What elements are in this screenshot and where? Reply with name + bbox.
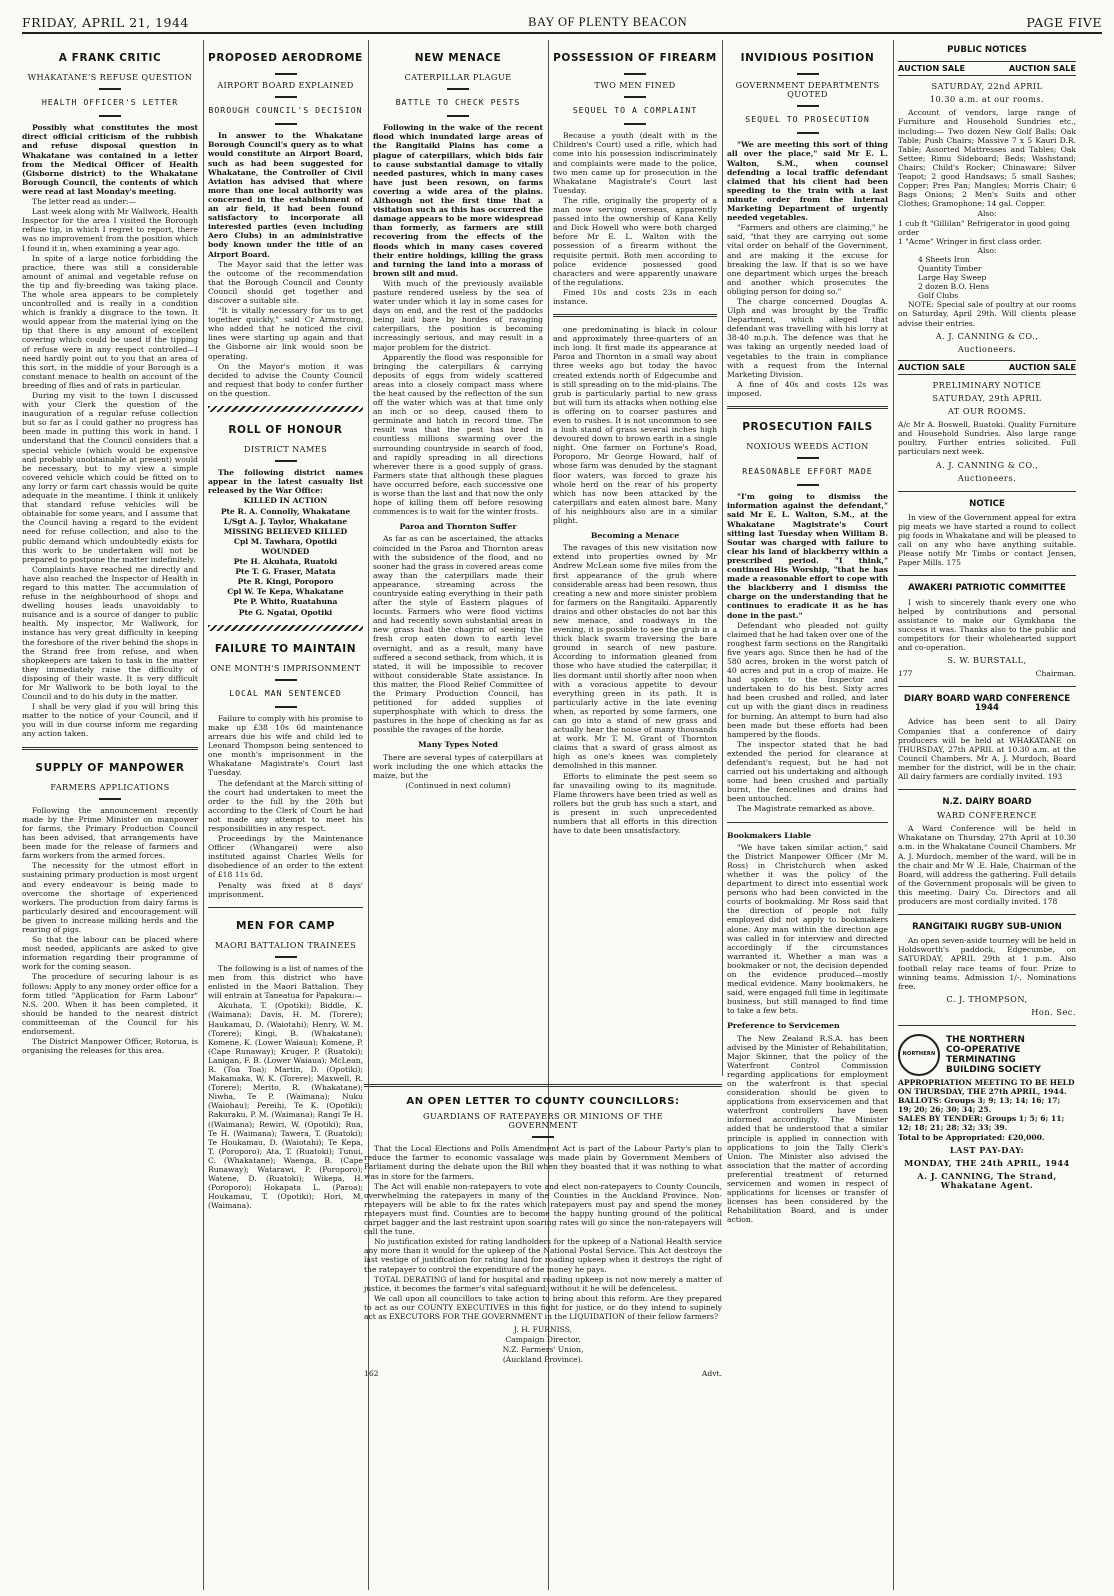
section-subhead: Paroa and Thornton Suffer (399, 522, 517, 532)
paragraph: The following district names appear in the latest casualty list released by the War Office: (208, 468, 363, 496)
casualty-name: Pte R. A. Connolly, Whakatane (220, 506, 351, 516)
paragraph: The Mayor said that the letter was the outcome of the recommendation that the Borough Council and County Council should get together and discover a suitable site. (208, 259, 363, 305)
article-subhead: WHAKATANE'S REFUSE QUESTION (27, 72, 193, 83)
article-headline: MEN FOR CAMP (235, 919, 336, 932)
article-subhead: CATERPILLAR PLAGUE (404, 72, 512, 83)
open-letter: AN OPEN LETTER TO COUNTY COUNCILLORS: GUARDIANS OF RATEPAYERS OR MINIONS OF THE GOVERNMENT That the Local Elections and Polls Amendment Act is part of the Labour Party's plan to reduce the farmer to economic vassalage was made plain by Government Members of Parliament during the debate upon the Bill when they boasted that it was nothing to what was in store for the farmers. The Act will enable non-ratepayers to vote and elect non-ratepayers to County Councils, overwhelming the ratepayers in many of the Counties in the Auckland Province. Non-ratepayers will be able to fix the rates which ratepayers must pay and spend the money ratepayers must find. Counties are to become the happy hunting ground of the political carpet bagger and the last restraint upon soaring rates will go since the non-ratepayers will call the tune. No justification existed for rating landholders for the upkeep of a National Health service any more than it would for the upkeep of the National Postal Service. This Act destroys the last vestige of justification for rating land for roading upkeep when it destroys the right of the ratepayer to control the expenditure of the money he pays. TOTAL DERATING of land for hospital and roading upkeep is not now merely a matter of justice, it becomes the farmer's vital safeguard; without it he will be defenceless. We call upon all councillors to take action to bring about this reform. Are they prepared to act as our COUNTY EXECUTIVES in this fight for justice, or do they intend to supinely act as EXECUTORS FOR THE GOVERNMENT in the LIQUIDATION of their fellow farmers? J. H. FURNISS, Campaign Director, N.Z. Farmers' Union, (Auckland Province). 162 Advt. (364, 1084, 722, 1378)
ad-signature: A. J. CANNING, The Strand, Whakatane Agent. (917, 1170, 1057, 1190)
paragraph: one predominating is black in colour and approximately three-quarters of an inch long. It first made its appearance at Paroa and Thornton in a small way about three weeks ago but today the havoc created extends north of Edgecumbe and is still spreading on to the mid-plains. The grub is particularly partial to new grass but will turn its attacks when nothing else is offering on to coarser pastures and even to rushes. It is not uncommon to see a lush stand of grass several inches high devoured down to brown earth in a single night. One farmer on Fortune's Road, Poroporo, Mr George Howard, half of whose farm was denuded by the stagnant floor waters, was forced to graze his whole herd on the rear of his property which has now been attacked by the caterpillars and eaten almost bare. Many of his neighbours also are in a similar plight. (553, 325, 717, 526)
paragraph: The Magistrate remarked as above. (737, 804, 875, 814)
paragraph: TOTAL DERATING of land for hospital and roading upkeep is not now merely a matter of justice, it becomes the farmer's vital safeguard; without it he will be defenceless. (364, 1274, 722, 1293)
ad-line: 1 cub ft "Gillilan" Refrigerator in good going order (898, 218, 1070, 237)
article-headline: POSSESSION OF FIREARM (553, 52, 717, 64)
notice-heading: N.Z. DAIRY BOARD (942, 797, 1032, 808)
column-5 (727, 40, 888, 1592)
paragraph: Proceedings by the Maintenance Officer (Whangarei) were also instituted against Charles Wells for disobedience of an order to the extent of £18 11s 6d. (208, 834, 363, 880)
article-subhead: BOROUGH COUNCIL'S DECISION (208, 105, 363, 116)
paragraph: We call upon all councillors to take action to bring about this reform. Are they prepared to act as our COUNTY EXECUTIVES in this fight for justice, or do they intend to supinely act as EXECUTORS FOR THE GOVERNMENT in the LIQUIDATION of their fellow farmers? (364, 1293, 722, 1321)
casualty-name: Pte P. Whito, Ruatahuna (233, 597, 338, 607)
column-4 (553, 40, 717, 1080)
ad-body: I wish to sincerely thank every one who helped by contributions and personal assistance to make our Gymkhana the success it was. Thanks also to the public and competitors for their wholehearted support and co-operation. (898, 597, 1076, 652)
section-subhead: Preference to Servicemen (727, 1021, 840, 1031)
paragraph: The District Manpower Officer, Rotorua, is organising the releases for this area. (22, 1037, 198, 1056)
column-rule (893, 40, 894, 1590)
casualty-heading: MISSING BELIEVED KILLED (223, 526, 348, 536)
paragraph: Apparently the flood was responsible for bringing the caterpillars & carrying deposits of eggs from widely scattered areas into a closely compact mass where the heat caused by the reflection of the sun off the water which was at that time only an inch or so deep, caused them to germinate and hatch in record time. The result was that the pest has bred in countless millions swarming over the surrounding countryside in search of food, and rapidly spreading in all directions wherever there is a good supply of grass. Farmers state that although these plagues have occurred before, each successive one is worse than the last and that now the only hope of killing them off before resowing commences is to wait for the winter frosts. (373, 352, 543, 517)
paragraph: "We have taken similar action," said the District Manpower Officer (Mr M. Ross) in Christchurch when asked whether it was the policy of the department to direct into essential work persons who had been convicted in the courts of bookmaking. Mr Ross said that the direction of people not fully employed did not apply to bookmakers alone. Any man within the direction age was called in for interview and directed accordingly if the circumstances warranted it. Whether a man was a bookmaker or not, the decision depended on the evidence produced—mostly medical evidence. Many bookmakers, he said, were engaged full time in legitimate business, but still managed to find time to take a few bets. (727, 842, 888, 1016)
building-society-ad: NORTHERN THE NORTHERN CO-OPERATIVE TERMINATING BUILDING SOCIETY (898, 1034, 1076, 1076)
ad-body: An open seven-aside tourney will be held in Holdsworth's paddock, Edgecumbe, on SATURDAY, APRIL 29th at 1 p.m. Also football relay race teams of four. Prize to winning teams. Admission 1/-. Nominations free. (898, 936, 1076, 991)
section-subhead: Many Types Noted (418, 740, 498, 750)
column-3 (373, 40, 543, 1080)
casualty-name: Pte G. Ngatai, Opotiki (238, 607, 333, 617)
article-headline: AN OPEN LETTER TO COUNTY COUNCILLORS: (406, 1096, 680, 1107)
casualty-name: Cpl W. Te Kepa, Whakatane (227, 587, 344, 597)
article-subhead: LOCAL MAN SENTENCED (229, 687, 342, 698)
paragraph: No justification existed for rating landholders for the upkeep of a National Health service any more than it would for the upkeep of the National Postal Service. This Act destroys the last vestige of justification for rating land for roading upkeep when it destroys the right of the ratepayer to control the expenditure of the money he pays. (364, 1237, 722, 1274)
article-subhead: NOXIOUS WEEDS ACTION (746, 441, 869, 452)
continued-note: (Continued in next column) (405, 780, 511, 790)
paragraph: With much of the previously available pasture rendered useless by the sea of water under which it lay in some cases for days on end, and the rest of the paddocks being laid bare by hordes of ravaging caterpillars, the position is becoming increasingly serious, and may result in a major problem for the district. (373, 278, 543, 352)
masthead-paper: BAY OF PLENTY BEACON (528, 15, 688, 29)
article-subhead: SEQUEL TO PROSECUTION (745, 114, 870, 125)
article-lead: Following in the wake of the recent flood which inundated large areas of the Rangitaiki Plains has come a plague of caterpillars, which bids fair to cause substantial damage to vitally needed pastures, which in many cases have just been resown, on farms covering a wide area of the plains. Although not the first time that a visitation such as this has occurred the damage appears to be more widespread than formerly, as farmers are still recovering from the effects of the floods which in many cases covered their entire holdings, killing the grass and turning the land into a morass of brown silt and mud. (373, 123, 543, 278)
section-subhead: Bookmakers Liable (727, 830, 812, 840)
paragraph: During my visit to the town I discussed with your Clerk the question of the inauguration of a regular refuse collection but so far as I could gather no progress has been made in putting this work in hand. I understand that the Council considers that a special vehicle (which would be expensive and probably unobtainable at present) would be necessary, but to my view a simple covered vehicle which could be fitted on to any lorry or farm cart chassis would be quite adequate in the meantime. I think it unlikely that standard refuse vehicles will be obtainable for some years, and I assume that the Council having a regard to the evident need for refuse collection, and also to the public demand which undoubtedly exists for this work to be undertaken will not be prepared to postpone the matter indefinitely. (22, 391, 198, 564)
paragraph: The inspector stated that he had extended the period for clearance at defendant's request, but he had not carried out his undertaking and although some had been crushed and partially burnt, the fencelines and drains had been untouched. (727, 739, 888, 804)
ad-body: Account of vendors, large range of Furniture and Household Sundries etc., including:— Two dozen New Golf Balls; Oak Table; Push Chairs; Massive 7 x 5 Kauri D.R. Table; Assorted Mattresses and Tables; Oak Settee; Rimu Sideboard; Beds; Washstand; Chairs; Child's Rocker; Chinaware; Silver Teapot; 2 good Handsaws; 5 small Sashes; Copper; Pres Pan; Mangles; Morris Chair; 6 Bags Onions; 2 Men's Suits and other Clothes; Gramophone; 14 gal. Copper. (898, 108, 1076, 209)
ad-note: NOTE: Special sale of poultry at our rooms on Saturday, April 29th. Will clients please advise their entries. (898, 300, 1076, 328)
paragraph: Defendant who pleaded not guilty claimed that he had taken over one of the roughest farm sections on the Rangitaiki five years ago. Since then he had of the 580 acres, broken in the worst patch of 40 acres and put in a crop of maize. He had spoken to the Inspector and undertaken to do his best. Sixty acres had been crushed and rolled, and later cut up with the giant discs in readiness for burning. An attempt to burn had also been made but these efforts had been hampered by the floods. (727, 620, 888, 739)
paragraph: Following the announcement recently made by the Prime Minister on manpower for farms, the Primary Production Council has been advised, that arrangements have been made for the release of farmers and farm workers from the armed forces. (22, 805, 198, 861)
masthead-page: PAGE FIVE (1026, 15, 1102, 30)
article-headline: PROSECUTION FAILS (742, 421, 873, 433)
ad-signature: S. W. BURSTALL, (947, 655, 1027, 666)
paragraph: So that the labour can be placed where most needed, applicants are asked to give information regarding their programme of work for the coming season. (22, 935, 198, 972)
ad-body: A Ward Conference will be held in Whakatane on Thursday, 27th April at 10.30 a.m. in the Whakatane Council Chambers. Mr A. J. Murdoch, member of the ward, will be in the chair and Mr W .E. Hale, Chairman of the Board, will address the gathering. Full details of the Government proposals will be given to this meeting. Dairy Co. Directors and all producers are most cordially invited. 178 (898, 824, 1076, 907)
ad-date: SATURDAY, 29th APRIL (932, 393, 1042, 403)
column-rule (722, 40, 723, 1076)
masthead-date: FRIDAY, APRIL 21, 1944 (22, 15, 189, 30)
auction-banner: AUCTION SALE AUCTION SALE (898, 360, 1076, 375)
casualty-name: Pte R. Kingi, Poroporo (237, 577, 334, 587)
article-subhead: SEQUEL TO A COMPLAINT (572, 105, 698, 116)
article-subhead: GUARDIANS OF RATEPAYERS OR MINIONS OF THE GOVERNMENT (422, 1111, 664, 1131)
notice-heading: RANGITAIKI RUGBY SUB-UNION (912, 922, 1062, 933)
section-subhead: Becoming a Menace (590, 531, 680, 541)
paragraph: "Farmers and others are claiming," he said, "that they are carrying out some vital order on behalf of the Government, and are making it the excuse for breaking the law. If that is so we have one department which urges the breach and another which prosecutes the obliging person for doing so." (727, 223, 888, 296)
article-headline: ROLL OF HONOUR (228, 424, 343, 436)
article-subhead: AIRPORT BOARD EXPLAINED (217, 80, 354, 91)
article-subhead: HEALTH OFFICER'S LETTER (41, 97, 179, 108)
paragraph: The defendant at the March sitting of the court had undertaken to meet the order to the full by the 20th but according to the Clerk of Court he had not made any attempt to meet his responsibilities in any respect. (208, 778, 363, 833)
article-headline: PROPOSED AERODROME (208, 52, 363, 64)
column-1 (22, 40, 198, 1592)
notice-heading: DIARY BOARD WARD CONFERENCE 1944 (903, 694, 1071, 714)
ad-signature: A. J. CANNING & CO., (935, 330, 1039, 341)
masthead (22, 8, 1102, 34)
article-subhead: BATTLE TO CHECK PESTS (395, 97, 521, 108)
article-subhead: TWO MEN FINED (594, 80, 676, 91)
paragraph: I shall be very glad if you will bring this matter to the notice of your Council, and if you will in due course inform me regarding any action taken. (22, 702, 198, 739)
article-lead: Because a youth (dealt with in the Children's Court) used a rifle, which had come into his possession indiscriminately and complaints were made to the police, two men came up for prosecution in the Whakatane Magistrate's Court last Tuesday. (553, 131, 717, 195)
paragraph: The Act will enable non-ratepayers to vote and elect non-ratepayers to County Councils, overwhelming the ratepayers in many of the Counties in the Auckland Province. Non-ratepayers will be able to fix the rates which ratepayers must pay and spend the money ratepayers must find. Counties are to become the happy hunting ground of the political carpet bagger and the last restraint upon soaring rates will go since the non-ratepayers will call the tune. (364, 1181, 722, 1237)
article-subhead: DISTRICT NAMES (243, 444, 328, 455)
ad-date: SATURDAY, 22nd APRIL (931, 81, 1043, 92)
ad-body: Advice has been sent to all Dairy Companies that a conference of dairy producers will be held at WHAKATANE on THURSDAY, 27th APRIL at 10.30 a.m. at the Council Chambers. Mr A. J. Murdoch, Board member for the district, will be in the chair. All dairy farmers are cordially invited. 193 (898, 717, 1076, 781)
ad-signature: C. J. THOMPSON, (946, 993, 1028, 1004)
paragraph: The New Zealand R.S.A. has been advised by the Minister of Rehabilitation, Major Skinner, that the policy of the Waterfront Control Commission regarding applications for employment on the waterfront is that special consideration should be given to applications from exservicemen and that waterfront controllers have been informed accordingly. The Minister added that he understood that a similar principle is applied in connection with applications to join the Tally Clerk's Union. The Minister also advised the association that the matter of according preferential treatment of returned servicemen and women in respect of applications for licenses or transfer of licenses has been considered by the Rehabilitation Board, and is under action. (727, 1033, 888, 1225)
auction-banner: AUCTION SALE AUCTION SALE (898, 61, 1076, 76)
casualty-name: Pte T. G. Fraser, Matata (235, 567, 336, 577)
paragraph: The necessity for the utmost effort in sustaining primary production is most urgent and every endeavour is being made to overcome the shortage of experienced workers. The production from dairy farms is particularly desired and encouragement will be given to increase milking herds and the rearing of pigs. (22, 861, 198, 934)
ad-body: A/c Mr A. Boswell, Ruatoki. Quality Furniture and Household Sundries. Also large range poultry. Further entries solicited. Full particulars next week. (898, 420, 1076, 457)
article-subhead: GOVERNMENT DEPARTMENTS QUOTED (735, 80, 880, 100)
notices-heading: PUBLIC NOTICES (947, 45, 1027, 55)
paragraph: The charge concerned Douglas A. Ulph and was brought by the Traffic Department, which alleged that defendant was travelling with his lorry at 38-40 m.p.h. The defence was that he was taking an urgently needed load of vegetables to the train in compliance with a request from the Internal Marketing Division. (727, 296, 888, 379)
paragraph: There are several types of caterpillars at work including the one which attacks the maize, but the (373, 752, 543, 780)
casualty-name: Cpl M. Tawhara, Opotiki (233, 536, 338, 546)
article-subhead: REASONABLE EFFORT MADE (742, 466, 873, 477)
paragraph: As far as can be ascertained, the attacks coincided in the Paroa and Thornton areas with the subsidence of the flood, and no sooner had the grass in covered areas come away than the caterpillars made their appearance, streaming across the countryside eating everything in their path after the style of Eastern plagues of locusts. Farmers who were flood victims and had recently sown substantial areas in new grass had the chagrin of seeing the fresh crop eaten down to earth level overnight, and as a result, many have suffered a second setback, from which, it is stated, it will be impossible to recover without considerable State assistance. In this matter, the Flood Relief Committee of the Primary Production Council, has petitioned for added supplies of superphosphate with which to dress the pastures in the hope of checking as far as possible the ravages of the horde. (373, 534, 543, 735)
article-lead: "I'm going to dismiss the information against the defendant," said Mr E. L. Walton, S.M., at the Whakatane Magistrate's Court sitting last Tuesday when William B. Soutar was charged with failure to clear his land of blackberry within a prescribed period. "I think," continued His Worship, "that he has made a reasonable effort to cope with the blackberry and I dismiss the charge on the understanding that he continues to eradicate it as he has done in the past." (727, 492, 888, 620)
paragraph: Efforts to eliminate the pest seem so far unavailing owing to its magnitude. Flame throwers have been tried as well as rollers but the grub has such a start, and is present in such unprecedented numbers that all efforts in this direction have to date been unsatisfactory. (553, 771, 717, 836)
paragraph: The rifle, originally the property of a man now serving overseas, apparently passed into the ownership of Kana Kelly and Dick Howell who were both charged before Mr E. L. Walton with the possession of a firearm without the requisite permit. Both men according to police evidence possessed good characters and were apparently unaware of the regulations. (553, 195, 717, 287)
article-lead: In answer to the Whakatane Borough Council's query as to what would constitute an Airport Board, such as had been suggested for Whakatane, the Controller of Civil Aviation has advised that where more than one local authority was concerned in the establishment of an air field, it had been found satisfactory to incorporate all interested parties (even including Aero Clubs) in an administrative body known under the title of an Airport Board. (208, 131, 363, 259)
casualty-heading: KILLED IN ACTION (243, 496, 328, 506)
paragraph: "It is vitally necessary for us to get together quickly," said Cr Armstrong, who added that he noticed the civil lines were starting up again and that the Gisborne air link would soon be operating. (208, 306, 363, 361)
article-headline: SUPPLY OF MANPOWER (35, 761, 185, 774)
casualty-name: Pte H. Akuhata, Ruatoki (233, 557, 338, 567)
article-lead: Possibly what constitutes the most direct official criticism of the rubbish and refuse disposal question in Whakatane was contained in a letter from the Medical Officer of Health (Gisborne district) to the Whakatane Borough Council, the contents of which were read at last Monday's meeting. (22, 123, 198, 196)
article-subhead: FARMERS APPLICATIONS (50, 781, 170, 792)
paragraph: Complaints have reached me directly and have also reached the Inspector of Health in regard to this matter. The accumulation of refuse in the neighbourhood of shops and dwelling houses leads unavoidably to nuisance and is a source of danger to public health. My inspector, Mr Wallwork, for instance has very great difficulty in keeping the foreshore of the river behind the shops in the Strand free from refuse, and when shopkeepers are taken to task in the matter they immediately raise the difficulty of disposing of their waste. It is very difficult for Mr Wallwork to be both loyal to the Council and to do his duty in the matter. (22, 564, 198, 702)
ad-signature: A. J. CANNING & CO., (935, 459, 1039, 470)
article-headline: NEW MENACE (414, 52, 502, 64)
letter-signature: J. H. FURNISS, Campaign Director, N.Z. Farmers' Union, (Auckland Province). (502, 1325, 584, 1365)
notice-heading: NOTICE (969, 498, 1005, 509)
article-subhead: ONE MONTH'S IMPRISONMENT (210, 662, 361, 673)
article-headline: FAILURE TO MAINTAIN (214, 642, 357, 655)
paragraph: Last week along with Mr Wallwork, Health Inspector for the area I visited the Borough refuse tip, in which I regret to report, there was no improvement from the position which I found it in, when examining a year ago. (22, 207, 198, 253)
column-2 (208, 40, 363, 1592)
paragraph: Fined 10s and costs 23s in each instance. (553, 287, 717, 306)
casualty-heading: WOUNDED (261, 546, 310, 556)
article-headline: INVIDIOUS POSITION (740, 52, 875, 64)
paragraph: In spite of a large notice forbidding the practice, there was still a considerable amount of animal and vegetable refuse on the tip and fly-breeding was taking place. The whole area appears to be completely uncontrolled and is really in a condition which is frankly a disgrace to the town. It would appear from the material lying on the tip that there is any amount of excellent covering which could be used if the tipping of refuse were in any respect controlled—I need hardly point out to you that an area of this sort, in the middle of your Borough is a constant menace to health on account of the breeding of flies and of rats in particular. (22, 253, 198, 390)
notice-heading: AWAKERI PATRIOTIC COMMITTEE (908, 583, 1066, 594)
paragraph: Penalty was fixed at 8 days' imprisonment. (208, 880, 363, 899)
society-seal: NORTHERN (898, 1034, 940, 1076)
ad-body: In view of the Government appeal for extra pig meats we have started a round to collect pig foods in Whakatane and will be pleased to call on any who have anything suitable. Please notify Mr Timbs or contact Jensen, Paper Mills. 175 (898, 512, 1076, 568)
article-subhead: MAORI BATTALION TRAINEES (214, 939, 357, 950)
public-notices-column: PUBLIC NOTICES AUCTION SALE AUCTION SALE SATURDAY, 22nd APRIL 10.30 a.m. at our rooms. Account of vendors, large range of Furniture and Household Sundries etc., including:— Two dozen New Golf Balls; Oak Table; Push Chairs; Massive 7 x 5 Kauri D.R. Table; Assorted Mattresses and Tables; Oak Settee; Rimu Sideboard; Beds; Washstand; Chairs; Child's Rocker; Chinaware; Silver Teapot; 2 good Handsaws; 5 small Sashes; Copper; Pres Pan; Mangles; Morris Chair; 6 Bags Onions; 2 Men's Suits and other Clothes; Gramophone; 14 gal. Copper. Also: 1 cub ft "Gillilan" Refrigerator in good going order 1 "Acme" Wringer in first class order. Also: 4 Sheets Iron Quantity Timber Large Hay Sweep 2 dozen B.O. Hens Golf Clubs NOTE: Special sale of poultry at our rooms on Saturday, April 29th. Will clients please advise their entries. A. J. CANNING & CO., Auctioneers. AUCTION SALE AUCTION SALE PRELIMINARY NOTICE SATURDAY, 29th APRIL AT OUR ROOMS. A/c Mr A. Boswell, Ruatoki. Quality Furniture and Household Sundries. Also large range poultry. Further entries solicited. Full particulars next week. A. J. CANNING & CO., Auctioneers. NOTICE In view of the Government appeal for extra pig meats we have started a round to collect pig foods in Whakatane and will be pleased to call on any who have anything suitable. Please notify Mr Timbs or contact Jensen, Paper Mills. 175 AWAKERI PATRIOTIC COMMITTEE I wish to sincerely thank every one who helped by contributions and personal assistance to make our Gymkhana the success it was. Thanks also to the public and competitors for their wholehearted support and co-operation. S. W. BURSTALL, 177 Chairman. DIARY BOARD WARD CONFERENCE 1944 Advice has been sent to all Dairy Companies that a conference of dairy producers will be held at WHAKATANE on THURSDAY, 27th APRIL at 10.30 a.m. at the Council Chambers. Mr A. J. Murdoch, Board member for the district, will be in the chair. All dairy farmers are cordially invited. 193 N.Z. DAIRY BOARD WARD CONFERENCE A Ward Conference will be held in Whakatane on Thursday, 27th April at 10.30 a.m. in the Whakatane Council Chambers. Mr A. J. Murdoch, member of the ward, will be in the chair and Mr W .E. Hale, Chairman of the Board, will address the gathering. Full details of the Government proposals will be given to this meeting. Dairy Co. Directors and all producers are most cordially invited. 178 RANGITAIKI RUGBY SUB-UNION An open seven-aside tourney will be held in Holdsworth's paddock, Edgecumbe, on SATURDAY, APRIL 29th at 1 p.m. Also football relay race teams of four. Prize to winning teams. Admission 1/-. Nominations free. C. J. THOMPSON, Hon. Sec. NORTHERN THE NORTHERN CO-OPERATIVE TERMINATING BUILDING SOCIETY APPROPRIATION MEETING TO BE HELD ON THURSDAY, THE 27th APRIL, 1944. BALLOTS: Groups 3; 9; 13; 14; 16; 17; 19; 20; 26; 30; 34; 25. SALES BY TENDER: Groups 1; 5; 6; 11; 12; 18; 21; 28; 32; 33; 39. Total to be Appropriated: £20,000. LAST PAY-DAY: MONDAY, THE 24th APRIL, 1944 A. J. CANNING, The Strand, Whakatane Agent. (898, 45, 1076, 1190)
ad-body: APPROPRIATION MEETING TO BE HELD ON THURSDAY, THE 27th APRIL, 1944. (898, 1077, 1075, 1097)
casualty-name: L/Sgt A. J. Taylor, Whakatane (223, 516, 348, 526)
paragraph: Failure to comply with his promise to make up £38 10s 6d maintenance arrears due his wife and child led to Leonard Thompson being sentenced to one month's imprisonment in the Whakatane Magistrate's Court last Tuesday. (208, 713, 363, 778)
ad-line: Large Hay Sweep (918, 273, 987, 283)
paragraph: Akuhata, T. (Opotiki); Biddle, K. (Waimana); Davis, H. M. (Torere); Haukamau, D. (Waiotahi); Henry, W. M. (Torere); Kingi, B. (Whakatane); Komene, K. (Lower Waiaua); Komene, P. (Cape Runaway); Kruger, P. (Ruatoki); Lanigan, F. B. (Lower Waiaua); McLean, R. (Toa Toa); Martin, D. (Opotiki); Makamaka, W. K. (Torere); Maxwell, R. (Torere); Merito, R. (Whakatane); Niwha, Te P. (Waimana); Nuku (Waiohau); Pereihi, Te K. (Opotiki); Rakuraku, P. M. (Waimana); Rangi Te H. ((Waimana); Rewiri, W. (Opotiki); Rua, Te H. (Waimana); Tawera, T. (Ruatoki); Te Houkamau, D. (Waiotahi); Te Kepa, T. (Poroporo); Ata, T. (Ruatoki); Tunui, C. (Whakatane); Waenga, B. (Cape Runaway); Watarawi, P. (Poroporo); Watene, D. (Ruatoki); Wikepa, H. (Poroporo); Hokapata L. (Paroa); Houkamau, T. (Opotiki); Hori, M. (Waimana). (208, 1001, 363, 1211)
column-rule (203, 40, 204, 1590)
article-lead: "We are meeting this sort of thing all over the place," said Mr E. L. Walton, S.M., when counsel defending a local traffic defendant claimed that his client had been speeding to the train with a last minute order from the Internal Marketing Department of urgently needed vegetables. (727, 140, 888, 223)
paragraph: The ravages of this new visitation now extend into properties owned by Mr Andrew McLean some five miles from the first appearance of the grub where considerable areas had been resown, thus creating a new and more sinister problem for farmers on the Rangitaiki. Apparently drains and other obstacles do not bar this new menace, and roadways in the evening, it is possible to see the grub in a thick black swarm traversing the bare ground in search of new pasture. According to information gleaned from those who have studied the caterpillar, it lies dormant until shortly after noon when with a voracious appetite to devour everything green in its path. It is particularly active in the late evening when, as reported by some farmers, one can go into a stand of new grass and actually hear the noise of many thousands at work. Mr T. M. Grant of Thornton claims that a sward of grass almost as high as one's knees was completely demolished in this manner. (553, 543, 717, 771)
ad-line: 4 Sheets Iron (918, 254, 970, 264)
paragraph: The following is a list of names of the men from this district who have enlisted in the Maori Battalion. They will entrain at Taneatua for Papakura:— (208, 963, 363, 1001)
ad-line: 2 dozen B.O. Hens (918, 282, 989, 292)
ad-line: 1 "Acme" Wringer in first class order. (898, 236, 1042, 246)
paragraph: On the Mayor's motion it was decided to advise the County Council and request that body to confer further on the question. (208, 361, 363, 398)
paragraph: The procedure of securing labour is as follows: Apply to any money order office for a form titled "Application for Farm Labour" N.S. 200. When it has been completed, it should be handed to the nearest district committeeman of the Council for his endorsement. (22, 972, 198, 1036)
ad-line: Quantity Timber (918, 263, 982, 273)
paragraph: A fine of 40s and costs 12s was imposed. (727, 379, 888, 398)
paragraph: The letter read as under:— (32, 197, 137, 207)
paragraph: That the Local Elections and Polls Amendment Act is part of the Labour Party's plan to reduce the farmer to economic vassalage was made plain by Government Members of Parliament during the debate upon the Bill when they boasted that it was nothing to what was in store for the farmers. (364, 1144, 722, 1181)
article-headline: A FRANK CRITIC (58, 52, 162, 64)
ad-time: 10.30 a.m. at our rooms. (929, 94, 1045, 105)
ad-line: Golf Clubs (918, 291, 959, 301)
